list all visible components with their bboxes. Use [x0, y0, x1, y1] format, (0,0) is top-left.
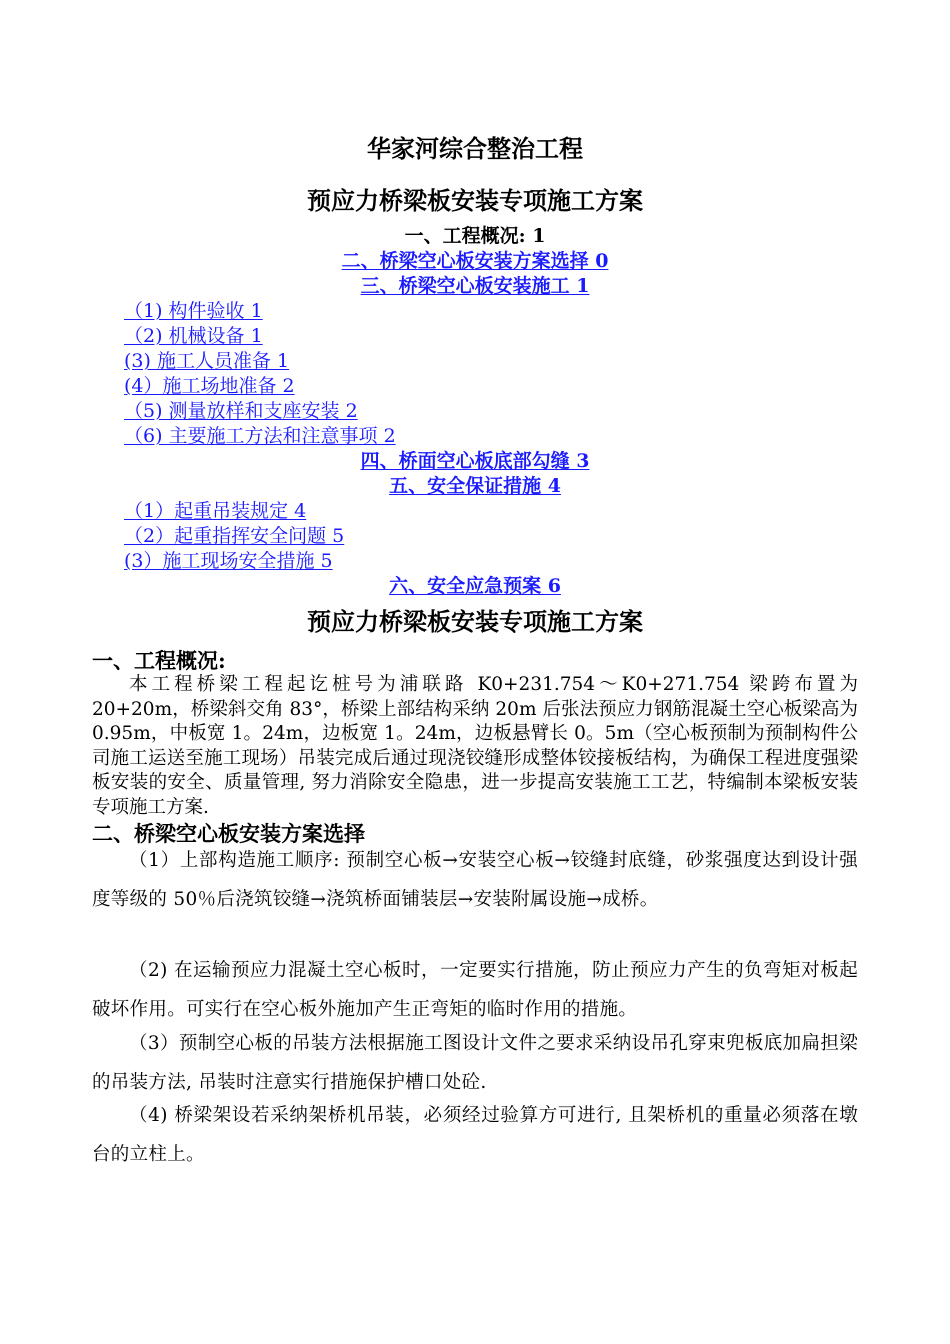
toc-link-4[interactable]: 四、桥面空心板底部勾缝 3 [360, 450, 590, 472]
toc-item-4[interactable] [0, 449, 950, 473]
toc-subitem[interactable] [124, 499, 306, 523]
toc-subitem[interactable] [124, 299, 263, 323]
toc-subitem[interactable] [124, 374, 295, 398]
toc-subitem[interactable] [124, 324, 263, 348]
section-2-paragraph-1: （1）上部构造施工顺序: 预制空心板→安装空心板→铰缝封底缝，砂浆强度达到设计强度等级的 50％后浇筑铰缝→浇筑桥面铺装层→安装附属设施→成桥。 [92, 850, 858, 910]
toc-subitem[interactable] [124, 424, 396, 448]
toc-link-5-1[interactable]: （1）起重吊装规定 4 [124, 500, 307, 522]
body-title: 预应力桥梁板安装专项施工方案 [307, 607, 643, 636]
section-1-heading: 一、工程概况: [92, 648, 226, 673]
toc-item-5[interactable] [0, 474, 950, 498]
toc-subitem[interactable] [124, 349, 289, 373]
toc-link-3-3[interactable]: (3) 施工人员准备 1 [124, 350, 290, 372]
toc-link-5-3[interactable]: (3）施工现场安全措施 5 [124, 550, 333, 572]
section-1-paragraph: 本工程桥梁工程起讫桩号为浦联路 K0+231.754～K0+271.754 梁跨布置为 20+20m，桥梁斜交角 83°，桥梁上部结构采纳 20m 后张法预应力钢筋混凝土空心板梁高为 0.95m，中板宽 1。24m，边板宽 1。24m，边板悬臂长 0。5m（空心板预制为预制构件公司施工运送至施工现场）吊装完成后通过现浇铰缝形成整体铰接板结构，为确保工程进度强梁板安装的安全、质量管理, 努力消除安全隐患，进一步提高安装施工工艺，特编制本梁板安装专项施工方案. [92, 674, 858, 818]
section-2-paragraph-2: （2) 在运输预应力混凝土空心板时，一定要实行措施，防止预应力产生的负弯矩对板起破坏作用。可实行在空心板外施加产生正弯矩的临时作用的措施。 [92, 960, 858, 1020]
toc-link-6[interactable]: 六、安全应急预案 6 [389, 575, 561, 597]
toc-subitem[interactable] [124, 549, 333, 573]
section-2-heading: 二、桥梁空心板安装方案选择 [92, 821, 365, 846]
toc-link-3-6[interactable]: （6) 主要施工方法和注意事项 2 [124, 425, 396, 447]
toc-item-2[interactable] [0, 249, 950, 273]
section-2-paragraph-4: （4) 桥梁架设若采纳架桥机吊装，必须经过验算方可进行, 且架桥机的重量必须落在墩台的立柱上。 [92, 1105, 858, 1165]
toc-item-6[interactable] [0, 574, 950, 598]
toc-subitem[interactable] [124, 524, 344, 548]
toc-item-1: 一、工程概况: 1 [404, 225, 546, 247]
toc-link-5-2[interactable]: （2）起重指挥安全问题 5 [124, 525, 345, 547]
toc-link-3-2[interactable]: （2) 机械设备 1 [124, 325, 263, 347]
toc-link-3-5[interactable]: （5) 测量放样和支座安装 2 [124, 400, 358, 422]
toc-link-5[interactable]: 五、安全保证措施 4 [389, 475, 561, 497]
toc-subitem[interactable] [124, 399, 358, 423]
toc-link-2[interactable]: 二、桥梁空心板安装方案选择 0 [341, 250, 609, 272]
toc-link-3-4[interactable]: (4）施工场地准备 2 [124, 375, 295, 397]
section-2-paragraph-3: （3）预制空心板的吊装方法根据施工图设计文件之要求采纳设吊孔穿束兜板底加扁担梁的吊装方法, 吊装时注意实行措施保护槽口处砼. [92, 1033, 858, 1093]
sub-title: 预应力桥梁板安装专项施工方案 [307, 186, 643, 215]
toc-link-3-1[interactable]: （1) 构件验收 1 [124, 300, 263, 322]
toc-link-3[interactable]: 三、桥梁空心板安装施工 1 [360, 275, 590, 297]
toc-item-3[interactable] [0, 274, 950, 298]
main-title: 华家河综合整治工程 [367, 134, 583, 163]
